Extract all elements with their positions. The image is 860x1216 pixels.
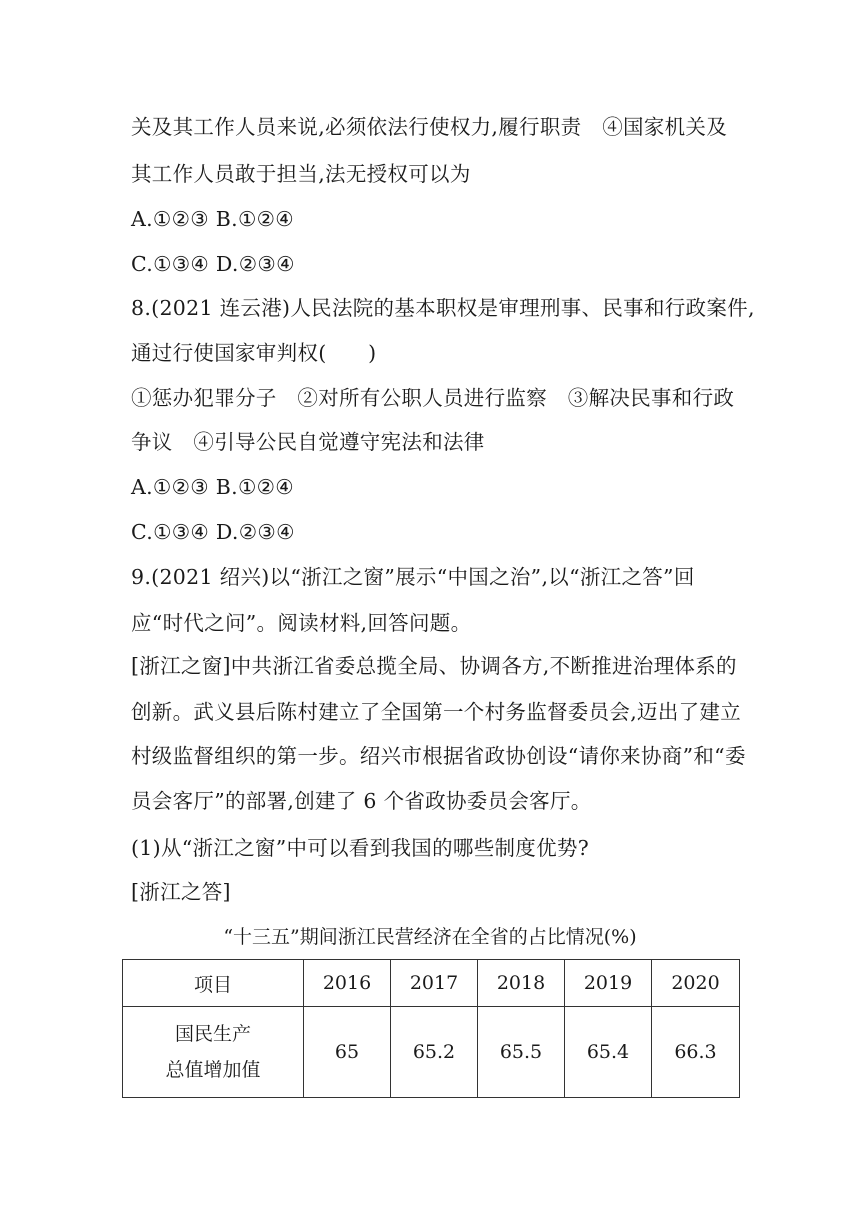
table-header-cell: 2016: [304, 960, 391, 1007]
answer-options-line: A.①②③ B.①②④: [131, 207, 294, 231]
text-line: 通过行使国家审判权( ): [131, 341, 377, 365]
sub-question-1: (1)从“浙江之窗”中可以看到我国的哪些制度优势?: [131, 836, 589, 860]
answer-options-line: A.①②③ B.①②④: [131, 475, 294, 499]
material-paragraph-line: 创新。武义县后陈村建立了全国第一个村务监督委员会,迈出了建立: [131, 700, 742, 724]
table-cell: 66.3: [652, 1007, 740, 1098]
section-label: [浙江之答]: [131, 880, 231, 904]
question-8-stem: 8.(2021 连云港)人民法院的基本职权是审理刑事、民事和行政案件,: [131, 296, 755, 320]
table-cell: 65.4: [565, 1007, 652, 1098]
table-cell: 65.2: [391, 1007, 478, 1098]
text-line: 应“时代之问”。阅读材料,回答问题。: [131, 611, 472, 635]
material-paragraph-line: 员会客厅”的部署,创建了 6 个省政协委员会客厅。: [131, 789, 592, 813]
answer-options-line: C.①③④ D.②③④: [131, 520, 295, 544]
row-label-line: 国民生产: [174, 1023, 251, 1045]
question-9-stem: 9.(2021 绍兴)以“浙江之窗”展示“中国之治”,以“浙江之答”回: [131, 565, 695, 589]
table-header-cell: 项目: [123, 960, 304, 1007]
table-header-cell: 2019: [565, 960, 652, 1007]
text-line: 其工作人员敢于担当,法无授权可以为: [131, 162, 471, 186]
question-8-options: ①惩办犯罪分子 ②对所有公职人员进行监察 ③解决民事和行政: [131, 386, 735, 410]
table-header-cell: 2018: [478, 960, 565, 1007]
table-header-cell: 2020: [652, 960, 740, 1007]
material-paragraph-line: 村级监督组织的第一步。绍兴市根据省政协创设“请你来协商”和“委: [131, 744, 746, 768]
table-caption: “十三五”期间浙江民营经济在全省的占比情况(%): [223, 926, 637, 948]
material-paragraph-line: [浙江之窗]中共浙江省委总揽全局、协调各方,不断推进治理体系的: [131, 654, 737, 678]
text-line: 关及其工作人员来说,必须依法行使权力,履行职责 ④国家机关及: [131, 115, 728, 139]
table-row-label: [123, 1007, 304, 1098]
table-header-cell: 2017: [391, 960, 478, 1007]
table-header-row: [123, 960, 740, 1007]
table-row: [123, 1007, 740, 1098]
answer-options-line: C.①③④ D.②③④: [131, 252, 295, 276]
table-cell: 65: [304, 1007, 391, 1098]
data-table: [122, 959, 740, 1098]
text-line: 争议 ④引导公民自觉遵守宪法和法律: [131, 430, 485, 454]
table-cell: 65.5: [478, 1007, 565, 1098]
row-label-line: 总值增加值: [165, 1059, 261, 1081]
